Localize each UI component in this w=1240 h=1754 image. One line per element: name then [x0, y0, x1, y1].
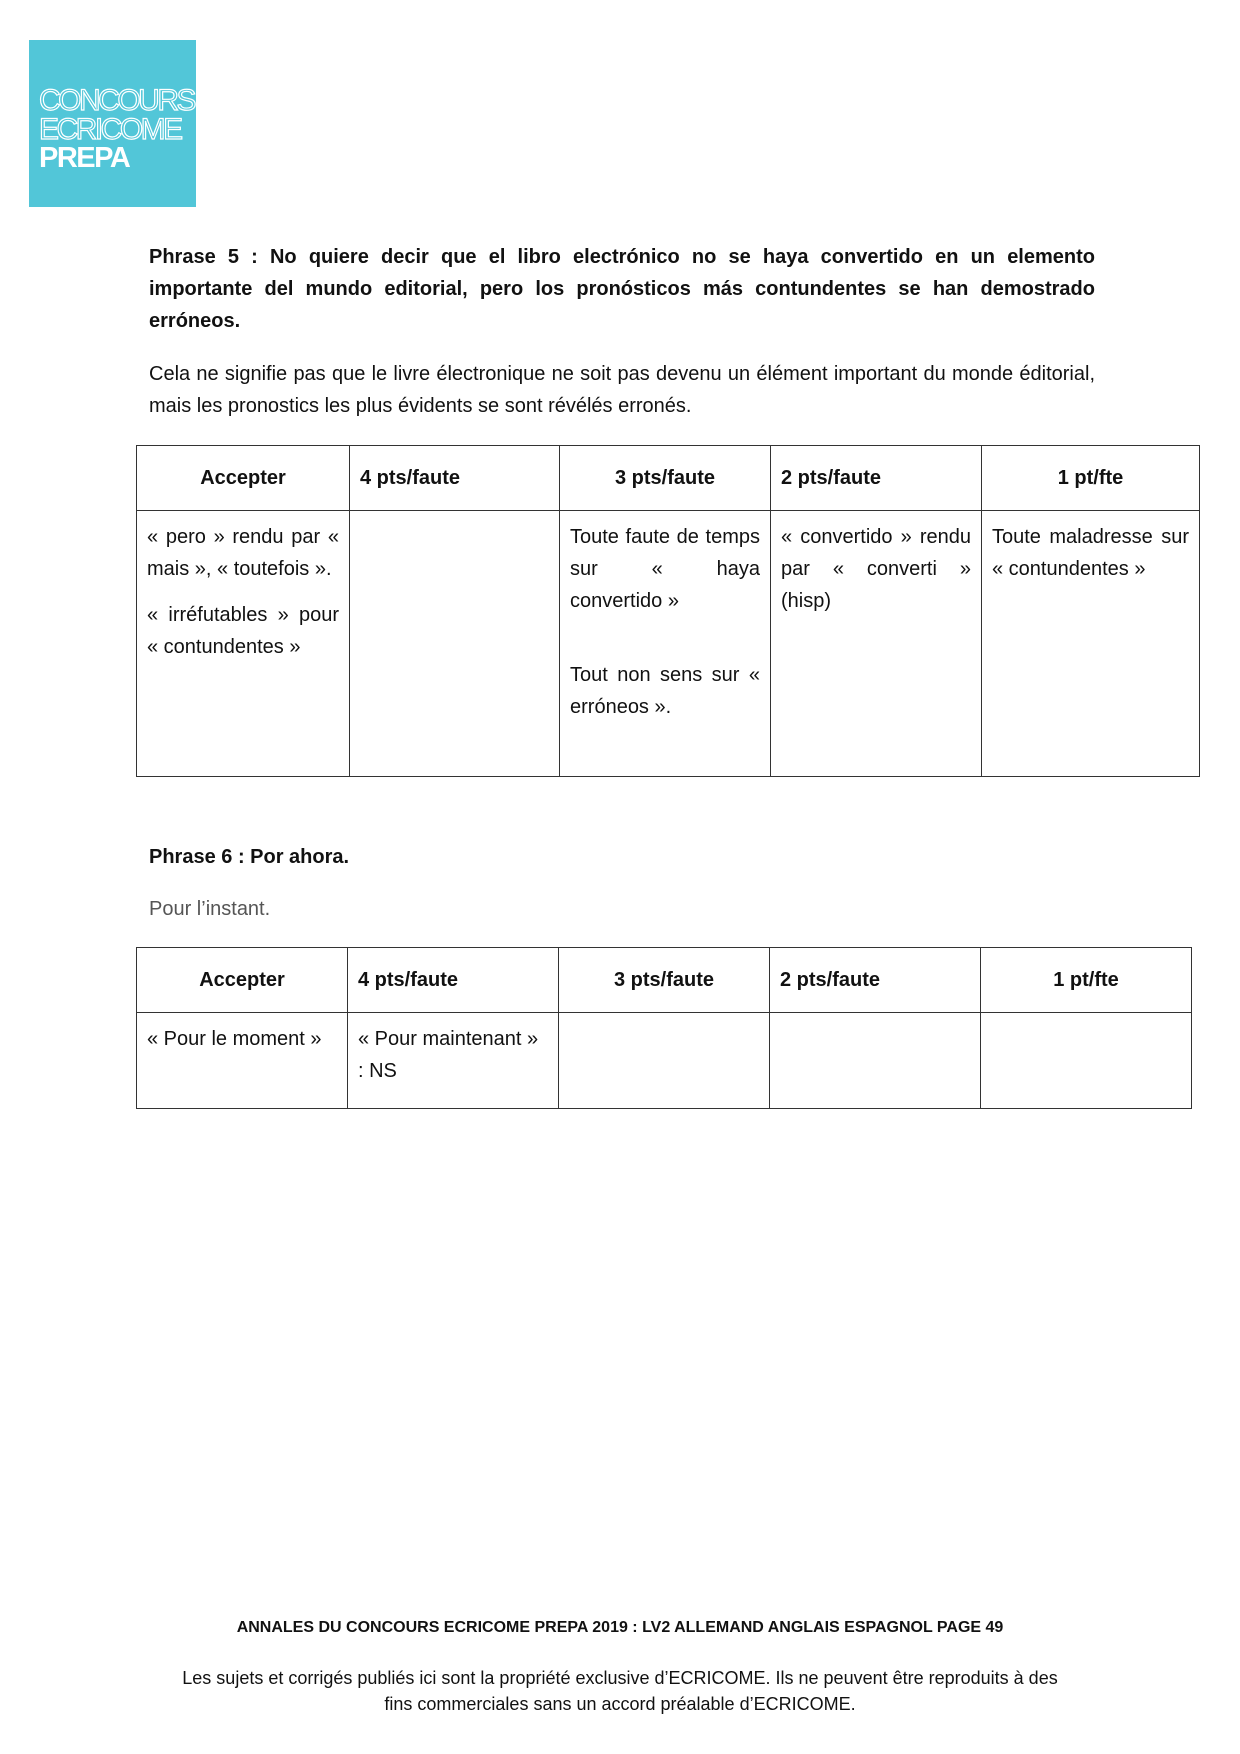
- header-1pt: 1 pt/fte: [982, 446, 1200, 511]
- cell-3pts-temps: Toute faute de temps sur « haya convertido »: [570, 526, 760, 612]
- footer-notice: [0, 1665, 1240, 1717]
- cell-3pts: [560, 511, 771, 777]
- cell-accepter: [137, 511, 350, 777]
- header-4pts: 4 pts/faute: [350, 446, 560, 511]
- phrase5-translation: Cela ne signifie pas que le livre électronique ne soit pas devenu un élément important du monde éditorial, mais les pronostics les plus évidents se sont révélés erronés.: [149, 363, 1095, 417]
- logo-line-prepa: PREPA: [39, 142, 130, 174]
- cell-4pts: [350, 511, 560, 777]
- header-accepter: Accepter: [137, 948, 348, 1013]
- header-accepter: Accepter: [137, 446, 350, 511]
- ecricome-logo: [29, 40, 196, 207]
- cell-accepter: « Pour le moment »: [137, 1013, 348, 1109]
- cell-1pt: Toute maladresse sur « contundentes »: [982, 511, 1200, 777]
- header-2pts: 2 pts/faute: [771, 446, 982, 511]
- cell-3pts: [559, 1013, 770, 1109]
- footer-notice-line1: Les sujets et corrigés publiés ici sont la propriété exclusive d’ECRICOME. Ils ne peuvent être reproduits à des: [182, 1668, 1058, 1688]
- cell-accepter-pero: « pero » rendu par « mais », « toutefois ».: [147, 526, 339, 580]
- footer-title: ANNALES DU CONCOURS ECRICOME PREPA 2019 : LV2 ALLEMAND ANGLAIS ESPAGNOL PAGE 49: [236, 1619, 1004, 1636]
- phrase6-translation: Pour l’instant.: [149, 898, 271, 920]
- logo-line-concours: CONCOURS: [39, 84, 195, 117]
- phrase6-question: Phrase 6 : Por ahora.: [149, 846, 350, 868]
- cell-3pts-nonsens: Tout non sens sur « erróneos ».: [570, 664, 760, 718]
- header-3pts: 3 pts/faute: [560, 446, 771, 511]
- footer-notice-line2: fins commerciales sans un accord préalable d’ECRICOME.: [384, 1694, 856, 1714]
- cell-accepter-irrefutables: « irréfutables » pour « contundentes »: [147, 604, 339, 658]
- phrase5-grading-table: [136, 445, 1200, 777]
- table-row: [137, 1013, 1192, 1109]
- table-row: [137, 511, 1200, 777]
- cell-2pts: [770, 1013, 981, 1109]
- phrase6-grading-table: [136, 947, 1192, 1109]
- table-header-row: [137, 948, 1192, 1013]
- table-header-row: [137, 446, 1200, 511]
- header-1pt: 1 pt/fte: [981, 948, 1192, 1013]
- header-4pts: 4 pts/faute: [348, 948, 559, 1013]
- cell-2pts: « convertido » rendu par « converti » (hisp): [771, 511, 982, 777]
- logo-line-ecricome: ECRICOME: [39, 113, 181, 146]
- header-2pts: 2 pts/faute: [770, 948, 981, 1013]
- header-3pts: 3 pts/faute: [559, 948, 770, 1013]
- cell-1pt: [981, 1013, 1192, 1109]
- phrase5-question: Phrase 5 : No quiere decir que el libro electrónico no se haya convertido en un elemento importante del mundo editorial, pero los pronósticos más contundentes se han demostrado erróneos.: [149, 246, 1095, 332]
- cell-4pts: « Pour maintenant » : NS: [348, 1013, 559, 1109]
